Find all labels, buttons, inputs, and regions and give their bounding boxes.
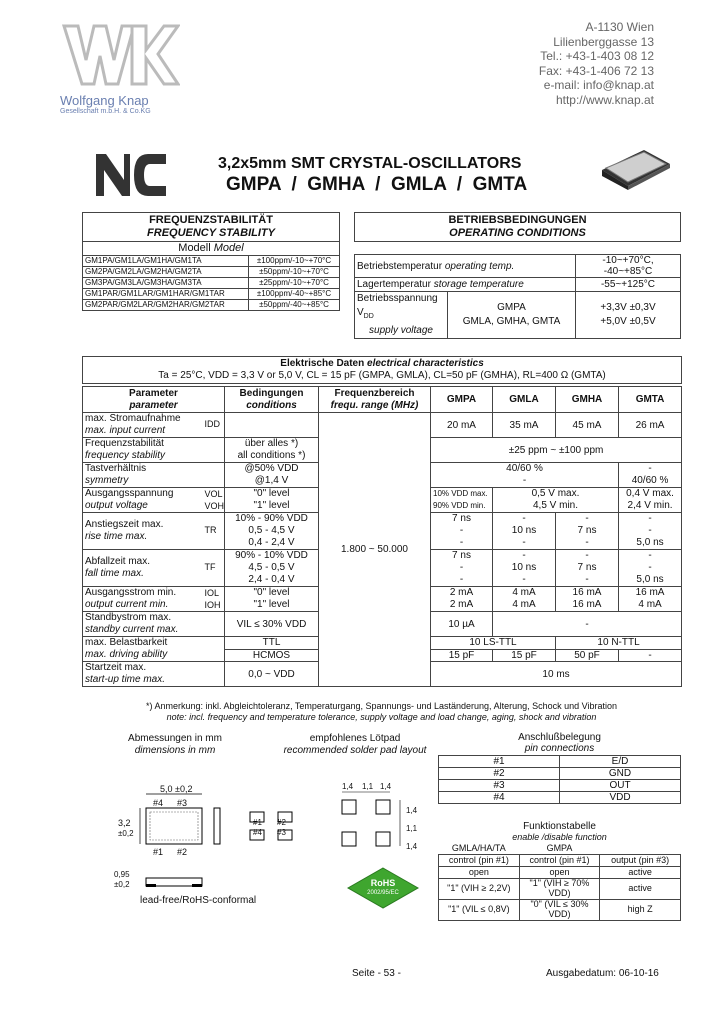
col-model-gmla: GMLA	[493, 387, 556, 413]
stability-spec: ±25ppm/-10~+70°C	[249, 278, 340, 289]
stby-en: standby current max.	[85, 624, 179, 635]
dim-width: 5,0 ±0,2	[160, 784, 193, 794]
vout-gmpa-1: 10% VDD max.	[433, 489, 488, 498]
address-fax: Fax: +43-1-406 72 13	[538, 63, 654, 78]
load-a-2: 10 N-TTL	[556, 637, 682, 650]
fall-v: -	[648, 562, 652, 573]
pad-dim-side: 1,4	[406, 842, 418, 851]
duty-de: Tastverhältnis	[85, 463, 147, 474]
pin-label: #2	[277, 818, 286, 827]
load-b: 50 pF	[556, 649, 619, 662]
elec-title-en: electrical characteristics	[367, 358, 484, 369]
idd-de: max. Stromaufnahme	[85, 413, 181, 424]
fall-v: -	[459, 562, 464, 573]
fall-v: 10 ns	[511, 562, 537, 573]
func-col2-head: GMPA	[546, 843, 573, 854]
idd-gmha: 45 mA	[556, 413, 619, 438]
operating-header-de: BETRIEBSBEDINGUNGEN	[448, 214, 587, 226]
start-cond: 0,0 ~ VDD	[225, 662, 319, 687]
stability-header-en: FREQUENCY STABILITY	[147, 227, 275, 239]
rise-v: 7 ns	[577, 525, 597, 536]
load-en: max. driving ability	[85, 649, 168, 660]
stab-de: Frequenzstabilität	[85, 438, 164, 449]
brand-mark	[96, 150, 168, 198]
dims-title-de: Abmessungen in mm	[128, 733, 222, 744]
supply-de: Betriebsspannung V	[357, 293, 438, 318]
vout-cond-2: "1" level	[253, 500, 290, 511]
pin-title-de: Anschlußbelegung	[518, 732, 601, 743]
pin-label: #1	[253, 818, 262, 827]
rohs-label: RoHS	[370, 878, 396, 888]
dim-thickness: 0,95	[114, 870, 130, 879]
load-de: max. Belastbarkeit	[85, 637, 168, 648]
stability-model: GM2PAR/GM2LAR/GM2HAR/GM2TAR	[83, 300, 249, 311]
pin-function: E/D	[560, 756, 681, 768]
fall-cond-3: 2,4 - 0,4 V	[248, 574, 295, 585]
col-cond-en: conditions	[246, 399, 297, 411]
pin-label: #4	[253, 828, 262, 837]
stability-model: GM1PA/GM1LA/GM1HA/GM1TA	[83, 256, 249, 267]
chip-image	[598, 146, 674, 190]
col-model-gmta: GMTA	[619, 387, 682, 413]
func-h1: control (pin #1)	[439, 855, 520, 867]
iout-de: Ausgangsstrom min.	[85, 587, 177, 598]
rise-sym: TR	[203, 513, 225, 550]
note-en: note: incl. frequency and temperature tolerance, supply voltage and load change, aging, shock and vibration	[166, 712, 597, 722]
vout-mid-1: 0,5 V max.	[531, 488, 580, 499]
rise-de: Anstiegszeit max.	[85, 519, 164, 530]
idd-gmpa: 20 mA	[431, 413, 493, 438]
vout-sym-2: VOH	[204, 501, 225, 511]
address-street: Lilienberggasse 13	[553, 34, 654, 49]
stby-value-1: 10 µA	[431, 612, 493, 637]
func-row	[439, 899, 681, 920]
col-param-de: Parameter	[129, 387, 178, 399]
func-row	[439, 867, 681, 879]
stby-de: Standbystrom max.	[85, 612, 172, 623]
address-web[interactable]: http://www.knap.at	[555, 92, 654, 107]
pin-label: #4	[153, 798, 164, 808]
vout-mid-2: 4,5 V min.	[532, 500, 579, 511]
stab-en: frequency stability	[85, 450, 166, 461]
vout-gmta-1: 0,4 V max.	[626, 488, 674, 499]
pad-dim-top: 1,4	[342, 782, 354, 791]
rohs-badge	[346, 866, 420, 910]
vout-gmpa-2: 90% VDD min.	[433, 501, 486, 510]
iout-v: 16 mA	[635, 587, 665, 598]
model-label-de: Modell	[178, 242, 211, 255]
stability-row	[83, 300, 340, 311]
func-h2: control (pin #1)	[519, 855, 600, 867]
iout-cond-1: "0" level	[253, 587, 290, 598]
func-title-en: enable /disable function	[512, 832, 607, 842]
iout-sym-1: IOL	[204, 588, 220, 598]
fall-cond-2: 4,5 - 0,5 V	[248, 562, 295, 573]
frequency-stability-table	[82, 212, 340, 311]
iout-v: 16 mA	[572, 599, 602, 610]
model-label-en: Model	[213, 242, 244, 255]
col-model-gmpa: GMPA	[431, 387, 493, 413]
stability-row	[83, 256, 340, 267]
issue-date: Ausgabedatum: 06-10-16	[546, 968, 659, 979]
start-value: 10 ms	[431, 662, 682, 687]
dim-thickness-tol: ±0,2	[114, 880, 130, 889]
duty-value-2: -	[522, 475, 527, 486]
func-row	[439, 879, 681, 900]
idd-en: max. input current	[85, 425, 166, 436]
func-b: "0" (VIL ≤ 30% VDD)	[519, 899, 600, 920]
stability-model: GM2PA/GM2LA/GM2HA/GM2TA	[83, 267, 249, 278]
pad-drawing	[336, 786, 416, 856]
stability-row	[83, 267, 340, 278]
freq-range: 1.800 ~ 50.000	[319, 413, 431, 687]
pin-table	[438, 731, 681, 804]
load-cond-1: TTL	[225, 637, 319, 650]
func-c: active	[600, 867, 681, 879]
stab-cond-1: über alles *)	[244, 438, 299, 449]
dim-height-tol: ±0,2	[118, 829, 134, 838]
rise-v: -	[585, 537, 589, 548]
pin-number: #4	[439, 792, 560, 804]
iout-v: 4 mA	[638, 599, 662, 610]
col-freq-de: Frequenzbereich	[334, 387, 415, 399]
col-cond-de: Bedingungen	[239, 387, 304, 399]
vout-en: output voltage	[85, 500, 148, 511]
duty-value-3: -	[648, 463, 652, 474]
pin-row	[439, 792, 681, 804]
pin-label: #1	[153, 847, 164, 857]
iout-sym-2: IOH	[204, 600, 221, 610]
duty-cond-1: @50% VDD	[244, 463, 299, 474]
rise-v: 10 ns	[511, 525, 537, 536]
pin-number: #2	[439, 768, 560, 780]
idd-gmta: 26 mA	[619, 413, 682, 438]
func-b: "1" (VIH ≥ 70% VDD)	[519, 879, 600, 900]
rise-cond-1: 10% - 90% VDD	[235, 513, 308, 524]
vout-sym-1: VOL	[204, 489, 223, 499]
storage-temp-en: storage temperature	[433, 279, 524, 290]
col-model-gmha: GMHA	[556, 387, 619, 413]
company-logo	[60, 20, 180, 130]
operating-header-en: OPERATING CONDITIONS	[449, 227, 586, 239]
pin-row	[439, 768, 681, 780]
duty-cond-2: @1,4 V	[254, 475, 289, 486]
dim-height: 3,2	[118, 818, 131, 828]
fall-v: 5,0 ns	[636, 574, 664, 585]
func-a: "1" (VIL ≤ 0,8V)	[439, 899, 520, 920]
op-temp-en: operating temp.	[444, 260, 515, 272]
vout-gmta-2: 2,4 V min.	[627, 500, 673, 511]
supply-voltage-2: +5,0V ±0,5V	[600, 316, 656, 327]
rise-v: -	[648, 525, 652, 536]
func-c: active	[600, 879, 681, 900]
stability-model: GM3PA/GM3LA/GM3HA/GM3TA	[83, 278, 249, 289]
elec-subtitle: Ta = 25°C, VDD = 3,3 V or 5,0 V, CL = 15 pF (GMPA, GMLA), CL=50 pF (GMHA), RL=400 Ω (GMTA)	[158, 370, 606, 381]
rise-v: -	[459, 525, 464, 536]
fall-v: -	[459, 574, 464, 585]
function-table	[438, 820, 681, 921]
logo-company-name: Wolfgang Knap	[60, 93, 149, 108]
pad-dim-top: 1,4	[380, 782, 392, 791]
address-tel: Tel.: +43-1-403 08 12	[540, 49, 654, 63]
iout-v: 4 mA	[512, 587, 536, 598]
electrical-table	[82, 356, 682, 687]
fall-en: fall time max.	[85, 568, 144, 579]
address-block	[434, 20, 654, 107]
page-number: Seite - 53 -	[352, 968, 401, 979]
address-email[interactable]: e-mail: info@knap.at	[543, 78, 654, 92]
pin-row	[439, 780, 681, 792]
op-temp-de: Betriebstemperatur	[357, 260, 443, 272]
storage-temp-de: Lagertemperatur	[357, 279, 431, 290]
pin-number: #3	[439, 780, 560, 792]
fall-cond-1: 90% - 10% VDD	[235, 550, 308, 561]
pin-label: #2	[177, 847, 188, 857]
note-de: *) Anmerkung: inkl. Abgleichtoleranz, Temperaturgang, Spannungs- und Laständerung, Alterung, Schock und Vibration	[146, 701, 617, 711]
stability-row	[83, 289, 340, 300]
supply-en: supply voltage	[369, 325, 433, 336]
leadfree-note: lead-free/RoHS-conformal	[140, 895, 257, 906]
duty-value-4: 40/60 %	[631, 475, 669, 486]
load-b: 15 pF	[493, 649, 556, 662]
rise-v: -	[522, 537, 526, 548]
fall-v: -	[585, 574, 589, 585]
pin-row	[439, 756, 681, 768]
pad-dim-side: 1,4	[406, 806, 418, 815]
supply-sub: DD	[363, 313, 374, 320]
pin-label: #3	[177, 798, 188, 808]
col-freq-en: frequ. range (MHz)	[330, 399, 419, 411]
stby-cond: VIL ≤ 30% VDD	[225, 612, 319, 637]
load-cond-2: HCMOS	[225, 649, 319, 662]
fall-de: Abfallzeit max.	[85, 556, 151, 567]
load-b: -	[619, 649, 682, 662]
rise-cond-3: 0,4 - 2,4 V	[248, 537, 295, 548]
rise-en: rise time max.	[85, 531, 148, 542]
idd-gmla: 35 mA	[493, 413, 556, 438]
fall-v: 7 ns	[577, 562, 597, 573]
pin-title-en: pin connections	[524, 743, 595, 754]
func-title-de: Funktionstabelle	[523, 821, 596, 832]
idd-symbol: IDD	[203, 413, 225, 438]
rise-v: -	[648, 513, 652, 524]
start-de: Startzeit max.	[85, 662, 147, 673]
supply-voltage-1: +3,3V ±0,3V	[600, 302, 656, 313]
stability-header-de: FREQUENZSTABILITÄT	[149, 214, 273, 226]
fall-v: -	[585, 550, 589, 561]
stability-spec: ±50ppm/-10~+70°C	[249, 267, 340, 278]
col-param-en: parameter	[129, 399, 178, 411]
stability-model: GM1PAR/GM1LAR/GM1HAR/GM1TAR	[83, 289, 249, 300]
rohs-sub: 2002/95/EC	[367, 890, 399, 896]
load-b: 15 pF	[431, 649, 493, 662]
func-a: open	[439, 867, 520, 879]
stab-cond-2: all conditions *)	[237, 450, 306, 461]
start-en: start-up time max.	[85, 674, 166, 685]
iout-v: 4 mA	[512, 599, 536, 610]
address-city: A-1130 Wien	[585, 20, 654, 34]
func-c: high Z	[600, 899, 681, 920]
rise-v: -	[522, 513, 526, 524]
title-line2: GMPA / GMHA / GMLA / GMTA	[226, 174, 528, 195]
rise-v: 5,0 ns	[636, 537, 664, 548]
pad-title-de: empfohlenes Lötpad	[309, 733, 401, 744]
stability-spec: ±50ppm/-40~+85°C	[249, 300, 340, 311]
supply-model-1: GMPA	[497, 302, 526, 313]
iout-v: 2 mA	[449, 587, 474, 598]
pin-function: VDD	[560, 792, 681, 804]
logo-company-sub: Gesellschaft m.b.H. & Co.KG	[60, 108, 151, 115]
pad-dim-top: 1,1	[362, 782, 374, 791]
stability-row	[83, 278, 340, 289]
rise-v: -	[459, 537, 464, 548]
pin-function: GND	[560, 768, 681, 780]
func-a: "1" (VIH ≥ 2,2V)	[439, 879, 520, 900]
load-a-1: 10 LS-TTL	[431, 637, 556, 650]
iout-cond-2: "1" level	[253, 599, 290, 610]
iout-en: output current min.	[85, 599, 169, 610]
pin-label: #3	[277, 828, 286, 837]
supply-model-2: GMLA, GMHA, GMTA	[462, 316, 561, 327]
vout-cond-1: "0" level	[253, 488, 290, 499]
iout-v: 16 mA	[572, 587, 602, 598]
fall-v: -	[648, 550, 652, 561]
elec-title-de: Elektrische Daten	[280, 358, 365, 369]
iout-v: 2 mA	[449, 599, 474, 610]
rise-v: 7 ns	[452, 513, 471, 524]
duty-en: symmetry	[85, 475, 129, 486]
title-line1: 3,2x5mm SMT CRYSTAL-OSCILLATORS	[218, 155, 522, 172]
stability-spec: ±100ppm/-40~+85°C	[249, 289, 340, 300]
duty-value-1: 40/60 %	[506, 463, 543, 474]
dims-title-en: dimensions in mm	[134, 745, 216, 756]
operating-conditions-table	[354, 212, 681, 339]
pin-function: OUT	[560, 780, 681, 792]
vout-de: Ausgangsspannung	[85, 488, 174, 499]
pin-number: #1	[439, 756, 560, 768]
func-h3: output (pin #3)	[600, 855, 681, 867]
fall-v: 7 ns	[452, 550, 471, 561]
rise-cond-2: 0,5 - 4,5 V	[248, 525, 295, 536]
rise-v: -	[585, 513, 589, 524]
stab-value: ±25 ppm ~ ±100 ppm	[431, 438, 682, 463]
stability-spec: ±100ppm/-10~+70°C	[249, 256, 340, 267]
fall-sym: TF	[203, 550, 225, 587]
func-b: open	[519, 867, 600, 879]
stby-value-2: -	[493, 612, 682, 637]
fall-v: -	[522, 574, 526, 585]
fall-v: -	[522, 550, 526, 561]
op-temp-value: -10~+70°C, -40~+85°C	[576, 255, 681, 278]
pad-dim-side: 1,1	[406, 824, 418, 833]
storage-temp-value: -55~+125°C	[576, 278, 681, 292]
func-col1-head: GMLA/HA/TA	[451, 843, 506, 854]
pad-title-en: recommended solder pad layout	[283, 745, 427, 756]
